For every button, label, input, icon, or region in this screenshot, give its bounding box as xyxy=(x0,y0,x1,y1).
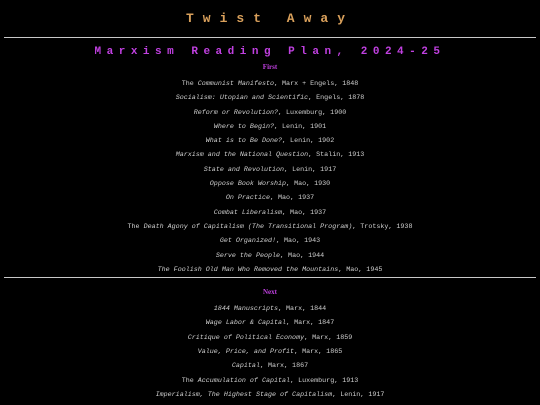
section-title-next: Next xyxy=(263,288,277,297)
list-item xyxy=(0,302,540,316)
work-title: On Practice xyxy=(225,194,270,203)
list-item xyxy=(0,345,540,359)
work-title: Value, Price, and Profit xyxy=(197,348,295,357)
list-item xyxy=(0,191,540,205)
item-author-year: , Mao, 1943 xyxy=(276,237,321,246)
item-author-year: , Marx, 1867 xyxy=(259,362,309,371)
item-author-year: , Lenin, 1901 xyxy=(274,122,327,131)
item-author-year: , Mao, 1937 xyxy=(270,194,315,203)
item-author-year: , Lenin, 1917 xyxy=(284,165,337,174)
item-author-year: , Luxemburg, 1900 xyxy=(278,108,347,117)
item-author-year: , Lenin, 1902 xyxy=(282,137,335,146)
work-title: Marxism and the National Question xyxy=(175,151,309,160)
item-author-year: , Stalin, 1913 xyxy=(308,151,365,160)
item-prefix: The xyxy=(127,222,144,231)
work-title: Socialism: Utopian and Scientific xyxy=(175,94,309,103)
item-author-year: , Marx, 1844 xyxy=(278,305,327,314)
page-title: Marxism Reading Plan, 2024-25 xyxy=(94,46,446,58)
work-title: Serve the People xyxy=(215,251,281,260)
list-item xyxy=(0,148,540,162)
work-title: Capital xyxy=(231,362,260,371)
work-title: Imperialism, The Highest Stage of Capitalism xyxy=(155,390,333,399)
work-title: Combat Liberalism xyxy=(213,208,283,217)
list-item xyxy=(0,249,540,263)
work-title: Reform or Revolution? xyxy=(193,108,279,117)
item-author-year: , Marx, 1847 xyxy=(286,319,335,328)
section-divider xyxy=(4,277,536,278)
work-title: Accumulation of Capital xyxy=(197,376,291,385)
list-item xyxy=(0,106,540,120)
work-title: 1844 Manuscripts xyxy=(213,305,279,314)
list-item xyxy=(0,374,540,388)
list-item xyxy=(0,359,540,373)
item-author-year: , Luxemburg, 1913 xyxy=(290,376,359,385)
list-item xyxy=(0,77,540,91)
work-title: Critique of Political Economy xyxy=(187,333,305,342)
list-item xyxy=(0,388,540,402)
header-divider xyxy=(4,37,536,38)
item-author-year: , Mao, 1944 xyxy=(280,251,325,260)
item-author-year: , Marx + Engels, 1848 xyxy=(274,80,359,88)
work-title: Communist Manifesto xyxy=(197,80,275,88)
reading-list-next xyxy=(0,302,540,402)
work-title: State and Revolution xyxy=(203,165,285,174)
list-item xyxy=(0,163,540,177)
list-item xyxy=(0,177,540,191)
item-author-year: , Marx, 1859 xyxy=(304,333,353,342)
list-item xyxy=(0,331,540,345)
reading-list-first xyxy=(0,77,540,277)
site-title[interactable]: Twist Away xyxy=(185,11,354,26)
item-author-year: , Mao, 1937 xyxy=(282,208,327,217)
list-item xyxy=(0,220,540,234)
item-author-year: , Marx, 1865 xyxy=(294,348,343,357)
work-title: The Foolish Old Man Who Removed the Mountains xyxy=(157,265,339,274)
item-author-year: , Mao, 1930 xyxy=(286,180,331,189)
list-item xyxy=(0,120,540,134)
list-item xyxy=(0,263,540,277)
work-title: Oppose Book Worship xyxy=(209,180,287,189)
list-item xyxy=(0,134,540,148)
item-author-year: , Lenin, 1917 xyxy=(332,390,385,399)
work-title: Death Agony of Capitalism (The Transitional Program) xyxy=(143,222,353,231)
item-author-year: , Engels, 1878 xyxy=(308,94,365,103)
section-title-first: First xyxy=(262,63,278,71)
work-title: Wage Labor & Capital xyxy=(205,319,287,328)
item-prefix: The xyxy=(181,80,198,88)
list-item xyxy=(0,316,540,330)
work-title: What is to Be Done? xyxy=(205,137,283,146)
list-item xyxy=(0,206,540,220)
work-title: Where to Begin? xyxy=(213,122,275,131)
work-title: Get Organized! xyxy=(219,237,277,246)
item-author-year: , Mao, 1945 xyxy=(338,265,383,274)
item-author-year: , Trotsky, 1938 xyxy=(352,222,413,231)
list-item xyxy=(0,234,540,248)
item-prefix: The xyxy=(181,376,198,385)
list-item xyxy=(0,91,540,105)
